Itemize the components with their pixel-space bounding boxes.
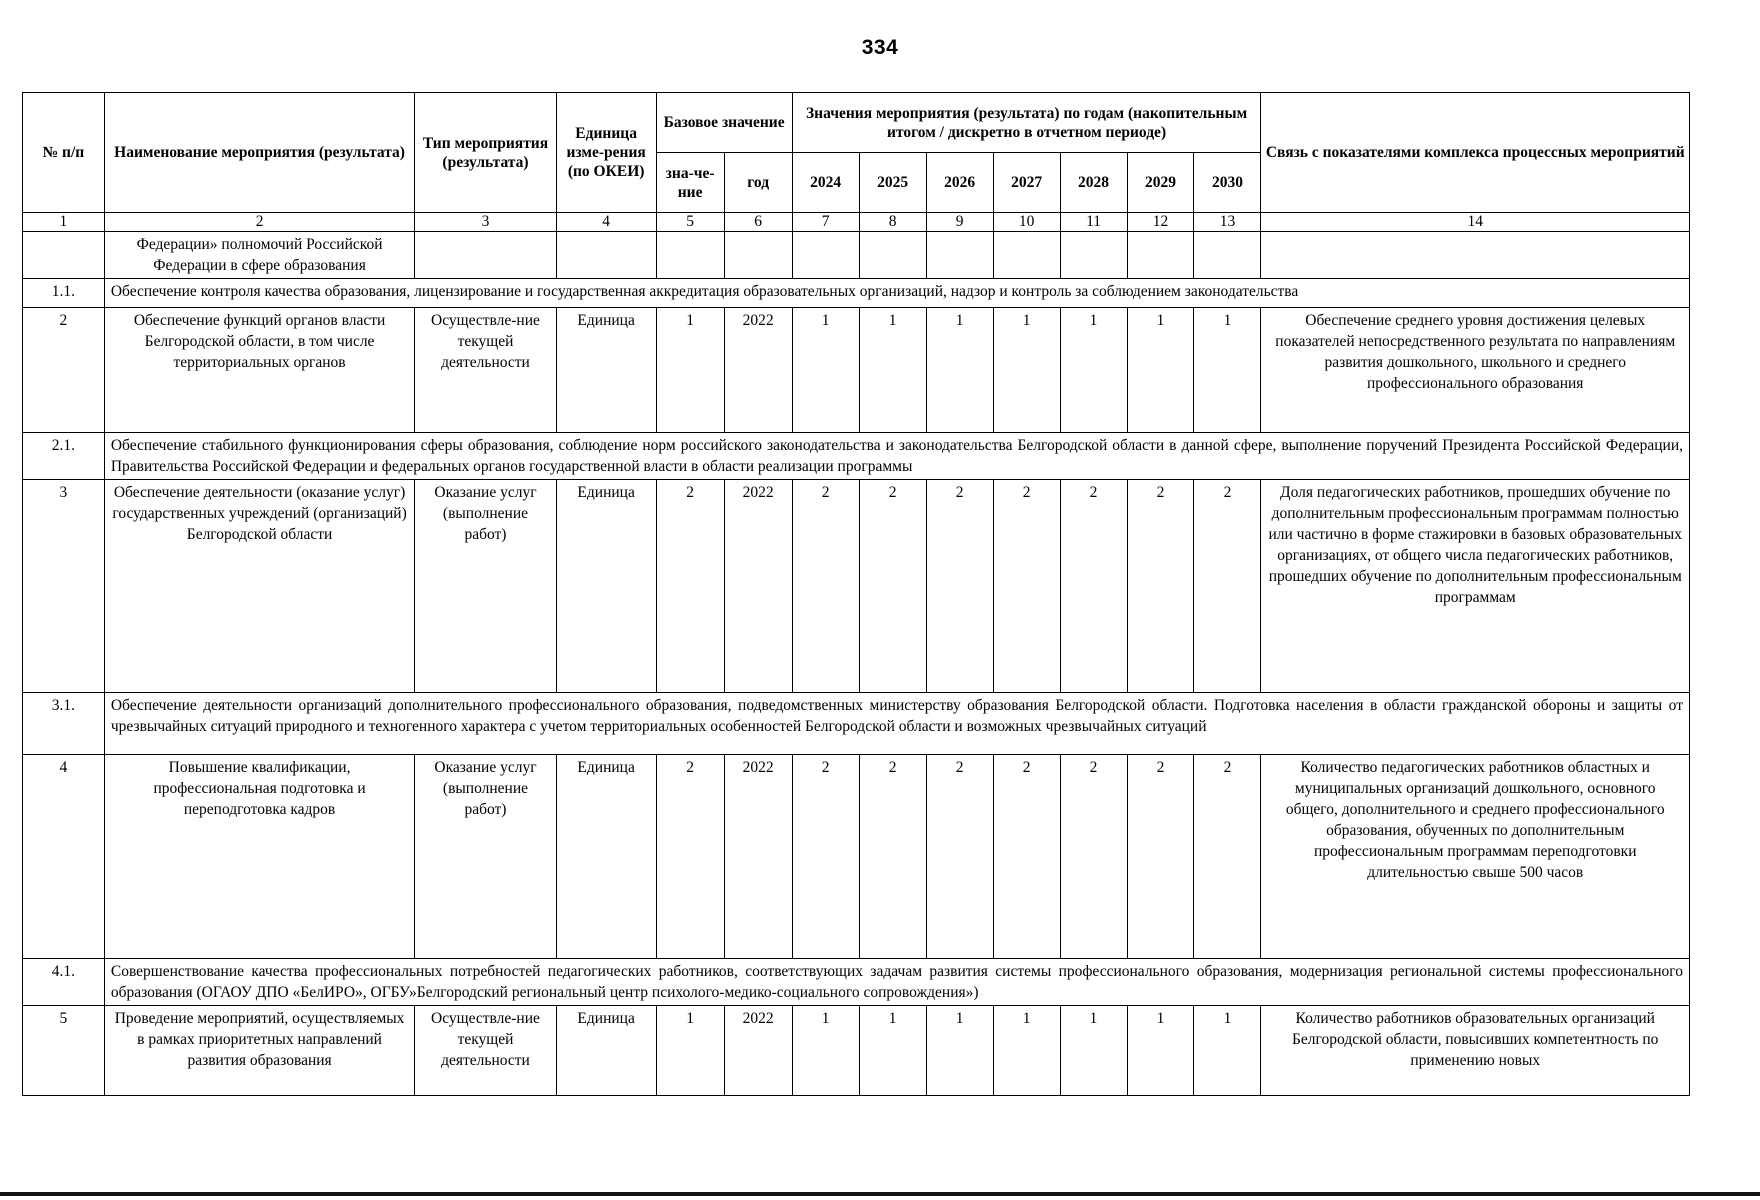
header-year: 2024 — [792, 153, 859, 213]
year-value: 1 — [792, 1006, 859, 1096]
measure-name: Проведение мероприятий, осуществляемых в рамках приоритетных направлений развития образования — [104, 1006, 414, 1096]
year-value: 1 — [1060, 1006, 1127, 1096]
year-value: 1 — [926, 308, 993, 433]
linked-indicator: Количество педагогических работников областных и муниципальных организаций дошкольного, основного общего, дополнительного и среднего профессионального образования, обученных по дополнительным профессиональным программам переподготовки длительностью свыше 500 часов — [1261, 755, 1690, 959]
section-number: 1.1. — [23, 279, 105, 308]
section-number: 3.1. — [23, 693, 105, 755]
column-number: 9 — [926, 213, 993, 232]
page-bottom-rule — [0, 1192, 1760, 1196]
section-row — [23, 693, 1690, 755]
year-value: 2 — [1060, 480, 1127, 693]
section-title: Обеспечение стабильного функционирования сферы образования, соблюдение норм российского законодательства и законодательства Белгородской области в данной сфере, выполнение поручений Президента Российской Федерации, Правительства Российской Федерации и федеральных органов государственной власти в области реализации программы — [104, 433, 1689, 480]
year-value: 1 — [859, 1006, 926, 1096]
column-number: 7 — [792, 213, 859, 232]
year-value: 2 — [859, 755, 926, 959]
header-name: Наименование мероприятия (результата) — [104, 93, 414, 213]
unit: Единица — [556, 480, 656, 693]
base-value: 2 — [656, 480, 724, 693]
row-number: 3 — [23, 480, 105, 693]
measure-type: Осуществле-ние текущей деятельности — [415, 308, 556, 433]
header-year: 2026 — [926, 153, 993, 213]
year-value: 2 — [792, 755, 859, 959]
header-base-value: зна-че-ние — [656, 153, 724, 213]
header-year: 2030 — [1194, 153, 1261, 213]
year-value: 1 — [859, 308, 926, 433]
section-title: Совершенствование качества профессиональных потребностей педагогических работников, соответствующих задачам развития системы профессионального образования, модернизация региональной системы профессионального образования (ОГАОУ ДПО «БелИРО», ОГБУ»Белгородский региональный центр психолого-медико-социального сопровождения») — [104, 959, 1689, 1006]
year-value: 1 — [1127, 308, 1194, 433]
row-number: 4 — [23, 755, 105, 959]
results-table — [22, 92, 1690, 1096]
table-row — [23, 1006, 1690, 1096]
header-base: Базовое значение — [656, 93, 792, 153]
measure-type: Оказание услуг (выполнение работ) — [415, 480, 556, 693]
base-year: 2022 — [724, 1006, 792, 1096]
year-value: 2 — [926, 755, 993, 959]
year-value: 1 — [993, 1006, 1060, 1096]
base-value: 2 — [656, 755, 724, 959]
year-value: 2 — [1127, 480, 1194, 693]
section-number: 2.1. — [23, 433, 105, 480]
header-unit: Единица изме-рения (по ОКЕИ) — [556, 93, 656, 213]
measure-name: Обеспечение деятельности (оказание услуг) государственных учреждений (организаций) Белгородской области — [104, 480, 414, 693]
linked-indicator: Количество работников образовательных организаций Белгородской области, повысивших компетентность по применению новых — [1261, 1006, 1690, 1096]
section-row — [23, 279, 1690, 308]
measure-type: Оказание услуг (выполнение работ) — [415, 755, 556, 959]
table-row — [23, 308, 1690, 433]
section-row — [23, 433, 1690, 480]
table-row — [23, 480, 1690, 693]
measure-name: Обеспечение функций органов власти Белгородской области, в том числе территориальных органов — [104, 308, 414, 433]
column-number: 2 — [104, 213, 414, 232]
row-number: 2 — [23, 308, 105, 433]
unit: Единица — [556, 755, 656, 959]
base-value: 1 — [656, 308, 724, 433]
header-type: Тип мероприятия (результата) — [415, 93, 556, 213]
column-number: 8 — [859, 213, 926, 232]
section-number: 4.1. — [23, 959, 105, 1006]
section-title: Обеспечение контроля качества образования, лицензирование и государственная аккредитация образовательных организаций, надзор и контроль за соблюдением законодательства — [104, 279, 1689, 308]
column-number: 3 — [415, 213, 556, 232]
header-year: 2029 — [1127, 153, 1194, 213]
year-value: 1 — [1194, 1006, 1261, 1096]
measure-name: Повышение квалификации, профессиональная подготовка и переподготовка кадров — [104, 755, 414, 959]
continuation-text: Федерации» полномочий Российской Федерации в сфере образования — [104, 232, 414, 279]
continuation-row — [23, 232, 1690, 279]
unit: Единица — [556, 308, 656, 433]
column-number: 10 — [993, 213, 1060, 232]
page-number: 334 — [861, 36, 899, 59]
column-number: 4 — [556, 213, 656, 232]
header-link: Связь с показателями комплекса процессных мероприятий — [1261, 93, 1690, 213]
section-title: Обеспечение деятельности организаций дополнительного профессионального образования, подведомственных министерству образования Белгородской области. Подготовка населения в области гражданской обороны и защиты от чрезвычайных ситуаций природного и техногенного характера с учетом территориальных особенностей Белгородской области и возможных чрезвычайных ситуаций — [104, 693, 1689, 755]
year-value: 1 — [926, 1006, 993, 1096]
year-value: 1 — [1060, 308, 1127, 433]
header-year: 2027 — [993, 153, 1060, 213]
year-value: 2 — [993, 480, 1060, 693]
header-year: 2025 — [859, 153, 926, 213]
section-row — [23, 959, 1690, 1006]
column-number: 6 — [724, 213, 792, 232]
base-year: 2022 — [724, 755, 792, 959]
column-number: 11 — [1060, 213, 1127, 232]
year-value: 2 — [859, 480, 926, 693]
measure-type: Осуществле-ние текущей деятельности — [415, 1006, 556, 1096]
linked-indicator: Обеспечение среднего уровня достижения целевых показателей непосредственного результата по направлениям развития дошкольного, школьного и среднего профессионального образования — [1261, 308, 1690, 433]
base-year: 2022 — [724, 480, 792, 693]
year-value: 2 — [926, 480, 993, 693]
header-values-by-year: Значения мероприятия (результата) по годам (накопительным итогом / дискретно в отчетном периоде) — [792, 93, 1261, 153]
base-year: 2022 — [724, 308, 792, 433]
year-value: 1 — [1194, 308, 1261, 433]
column-number-row — [23, 213, 1690, 232]
year-value: 2 — [1060, 755, 1127, 959]
year-value: 2 — [792, 480, 859, 693]
column-number: 12 — [1127, 213, 1194, 232]
column-number: 5 — [656, 213, 724, 232]
row-number: 5 — [23, 1006, 105, 1096]
column-number: 1 — [23, 213, 105, 232]
year-value: 2 — [1127, 755, 1194, 959]
year-value: 2 — [1194, 755, 1261, 959]
year-value: 2 — [993, 755, 1060, 959]
unit: Единица — [556, 1006, 656, 1096]
table-row — [23, 755, 1690, 959]
linked-indicator: Доля педагогических работников, прошедших обучение по дополнительным профессиональным программам полностью или частично в форме стажировки в базовых образовательных организациях, от общего числа педагогических работников, прошедших обучение по дополнительным профессиональным программам — [1261, 480, 1690, 693]
column-number: 13 — [1194, 213, 1261, 232]
header-base-year: год — [724, 153, 792, 213]
column-number: 14 — [1261, 213, 1690, 232]
base-value: 1 — [656, 1006, 724, 1096]
year-value: 1 — [1127, 1006, 1194, 1096]
header-year: 2028 — [1060, 153, 1127, 213]
header-num: № п/п — [23, 93, 105, 213]
year-value: 2 — [1194, 480, 1261, 693]
year-value: 1 — [993, 308, 1060, 433]
year-value: 1 — [792, 308, 859, 433]
